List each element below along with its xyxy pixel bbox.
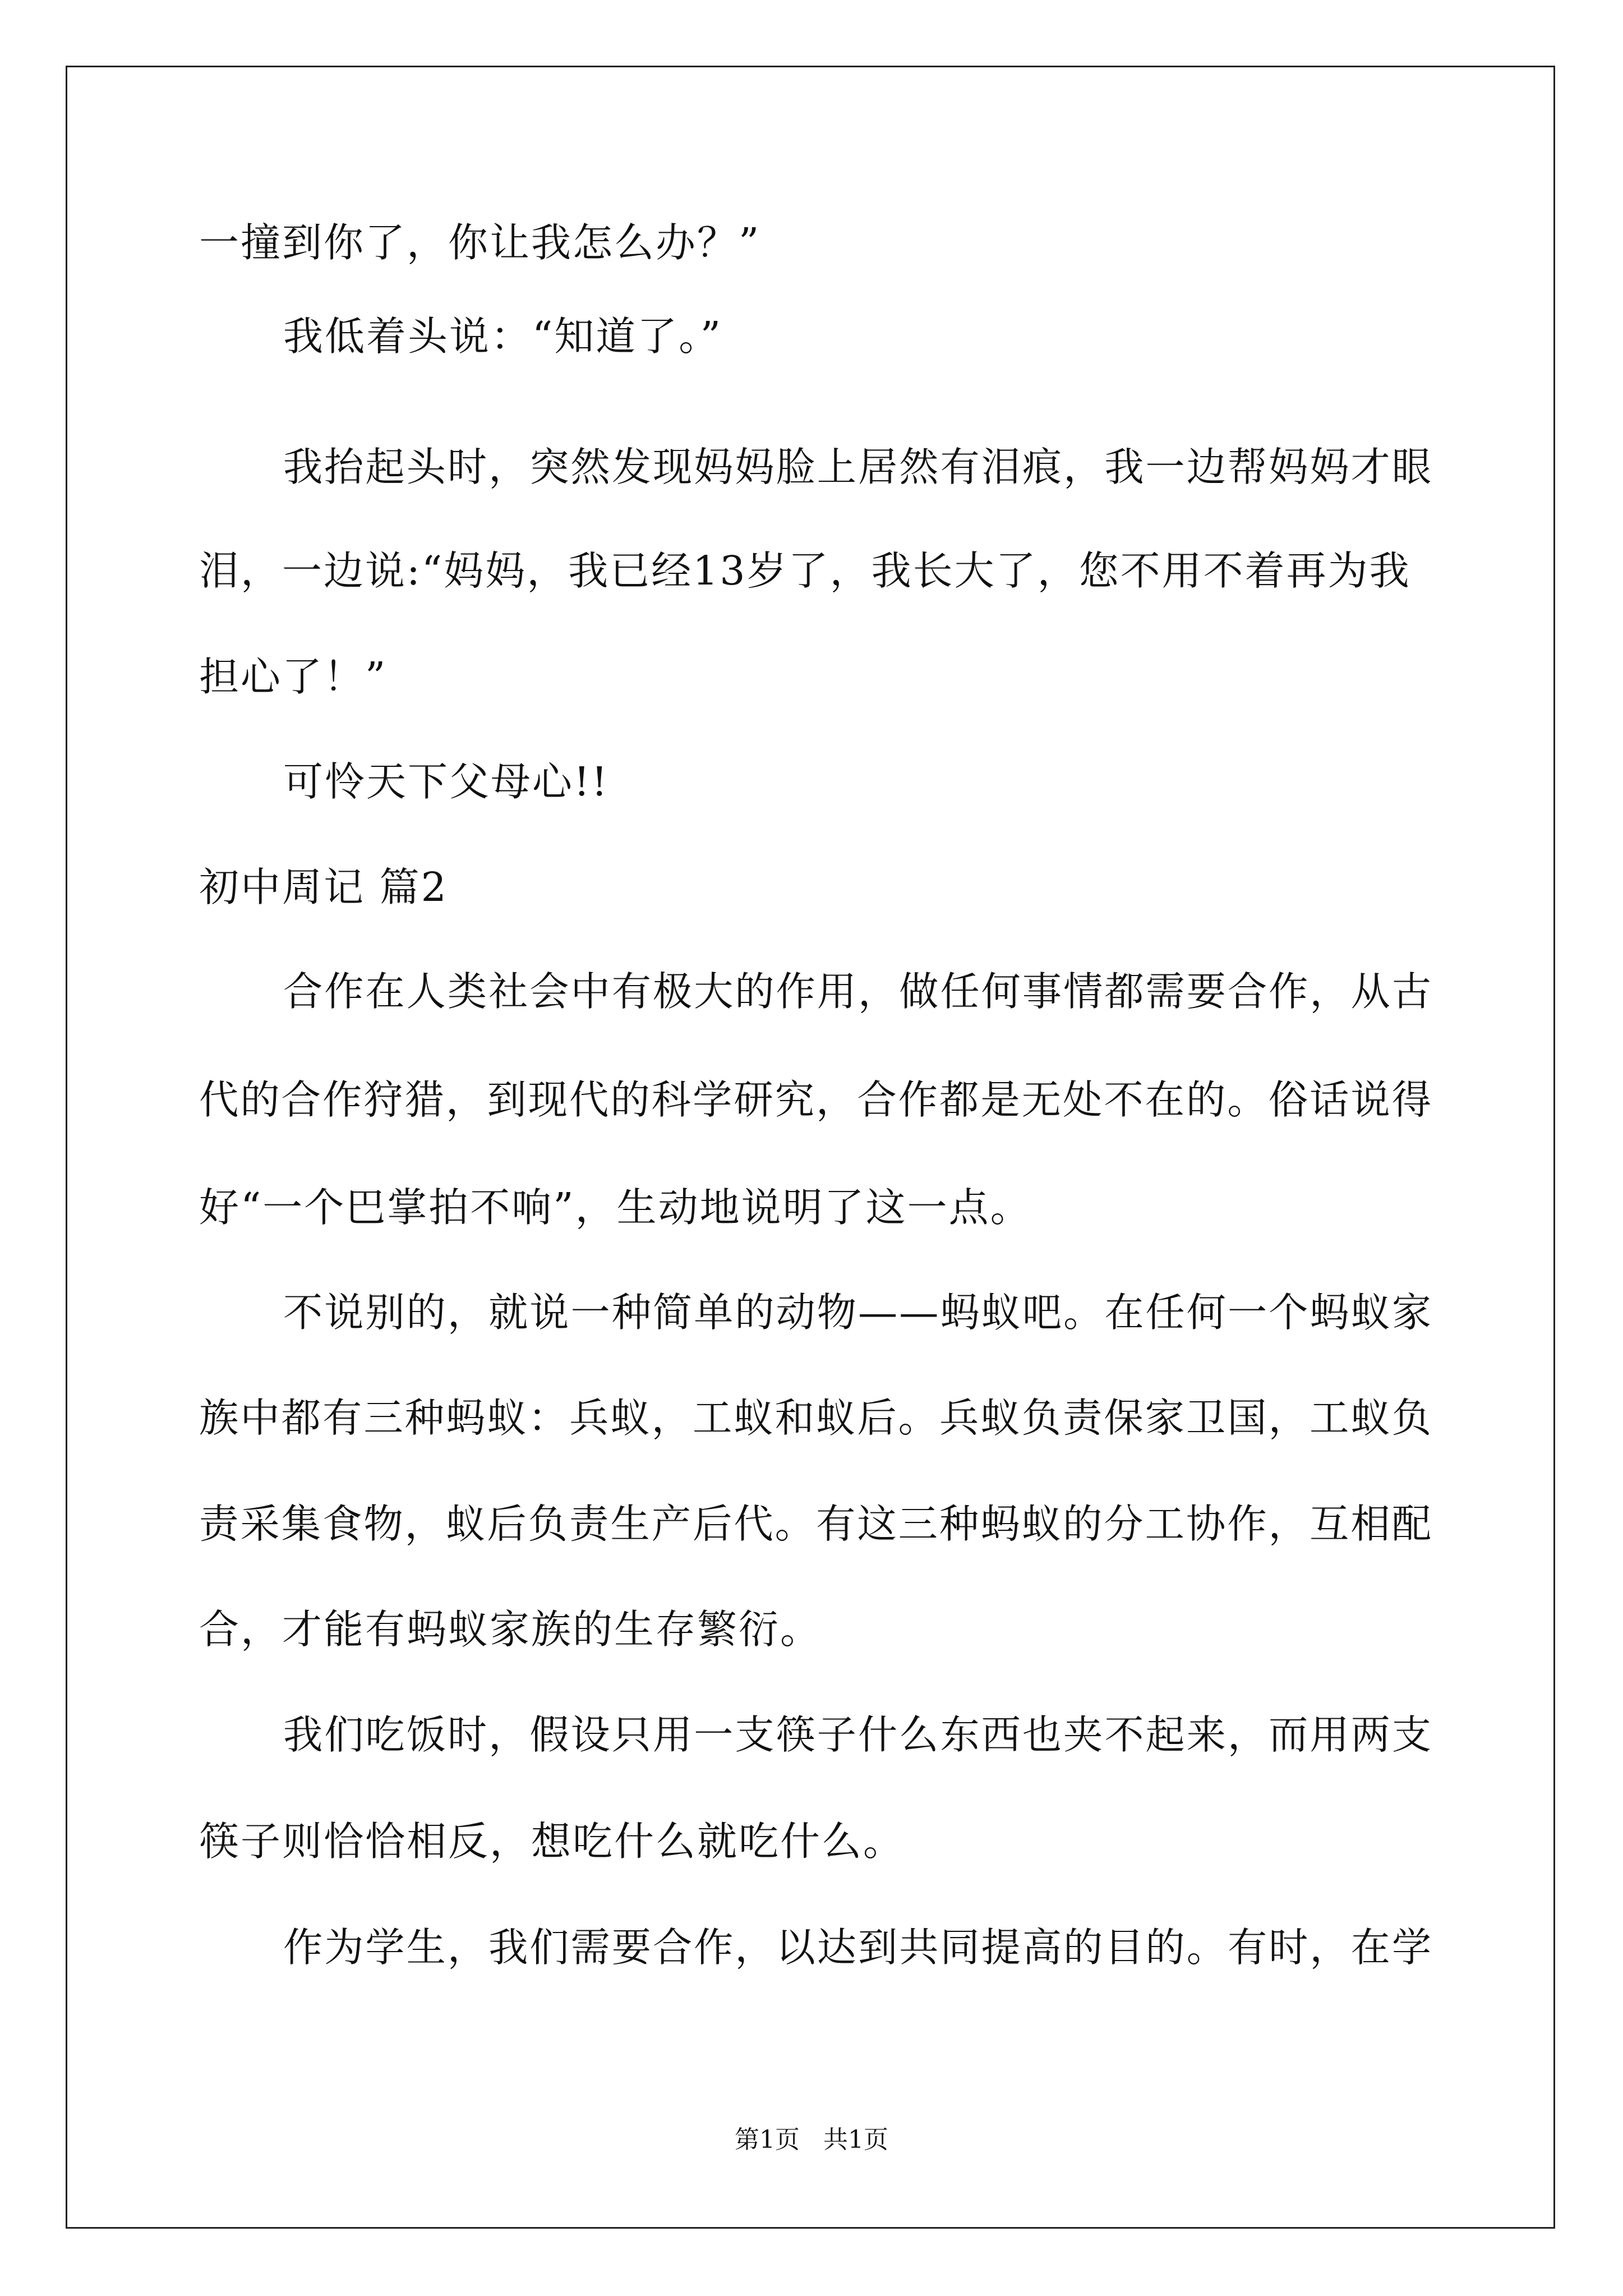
paragraph-line: 合，才能有蚂蚁家族的生存繁衍。	[199, 1606, 822, 1653]
paragraph-line: 担心了！”	[199, 654, 388, 700]
paragraph-line: 我们吃饭时，假设只用一支筷子什么东西也夹不起来，而用两支	[283, 1711, 1433, 1758]
paragraph-line: 可怜天下父母心!!	[283, 758, 610, 805]
section-heading: 初中周记 篇2	[199, 864, 448, 910]
paragraph-line: 不说别的，就说一种简单的动物——蚂蚁吧。在任何一个蚂蚁家	[283, 1289, 1433, 1336]
paragraph-line: 一撞到你了，你让我怎么办？”	[199, 219, 761, 266]
paragraph-line: 泪，一边说:“妈妈，我已经13岁了，我长大了，您不用不着再为我	[199, 547, 1411, 594]
paragraph-line: 我抬起头时，突然发现妈妈脸上居然有泪痕，我一边帮妈妈才眼	[283, 444, 1433, 490]
paragraph-line: 筷子则恰恰相反，想吃什么就吃什么。	[199, 1818, 905, 1865]
paragraph-line: 族中都有三种蚂蚁：兵蚁，工蚁和蚁后。兵蚁负责保家卫国，工蚁负	[199, 1395, 1433, 1441]
paragraph-line: 合作在人类社会中有极大的作用，做任何事情都需要合作，从古	[283, 968, 1433, 1015]
paragraph-line: 代的合作狩猎，到现代的科学研究，合作都是无处不在的。俗话说得	[199, 1076, 1433, 1123]
paragraph-line: 责采集食物，蚁后负责生产后代。有这三种蚂蚁的分工协作，互相配	[199, 1501, 1433, 1547]
page-border	[66, 66, 1555, 2229]
paragraph-line: 作为学生，我们需要合作，以达到共同提高的目的。有时，在学	[283, 1924, 1433, 1971]
page-number-footer: 第1页 共1页	[735, 2125, 888, 2154]
paragraph-line: 好“一个巴掌拍不响”，生动地说明了这一点。	[199, 1184, 1032, 1231]
paragraph-line: 我低着头说：“知道了。”	[283, 313, 723, 360]
